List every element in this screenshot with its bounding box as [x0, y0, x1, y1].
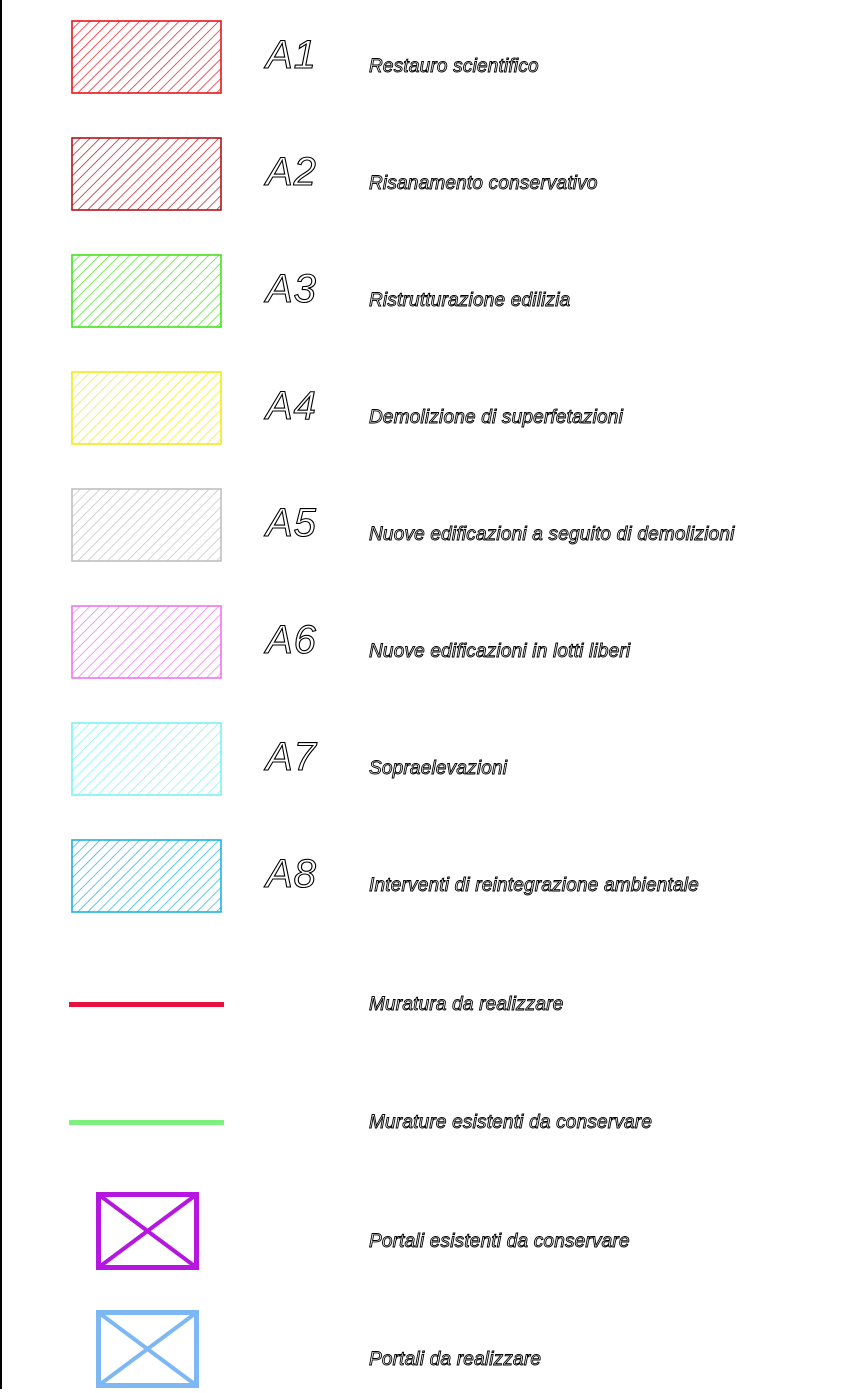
category-label: Restauro scientifico: [369, 56, 539, 77]
category-label: Demolizione di superfetazioni: [369, 407, 623, 428]
hatch-swatch: [71, 839, 222, 913]
category-code: A8: [266, 852, 317, 896]
hatch-swatch-graphic: [71, 371, 222, 445]
category-label: Risanamento conservativo: [369, 173, 598, 194]
legend-row-portal-1: [0, 1192, 854, 1272]
legend-row-a1: [0, 20, 854, 100]
hatch-swatch: [71, 488, 222, 562]
category-label: Interventi di reintegrazione ambientale: [369, 875, 699, 896]
legend-row-portal-2: [0, 1310, 854, 1390]
legend-row-line-2: [0, 1102, 854, 1142]
hatch-swatch-graphic: [71, 488, 222, 562]
legend-row-a6: [0, 605, 854, 685]
hatch-swatch-graphic: [71, 722, 222, 796]
wall-line-symbol: [69, 1002, 224, 1007]
hatch-swatch: [71, 605, 222, 679]
line-label: Murature esistenti da conservare: [369, 1112, 653, 1133]
category-code: A6: [266, 618, 317, 662]
category-code: A2: [266, 150, 317, 194]
hatch-swatch: [71, 137, 222, 211]
hatch-swatch-graphic: [71, 20, 222, 94]
category-label: Nuove edificazioni in lotti liberi: [369, 641, 631, 662]
portal-label: Portali da realizzare: [369, 1349, 542, 1370]
legend-row-a8: [0, 839, 854, 919]
category-code: A5: [266, 501, 317, 545]
portal-cross-box-icon: [96, 1192, 199, 1270]
portal-symbol-graphic: [96, 1192, 199, 1270]
legend-row-a4: [0, 371, 854, 451]
category-code: A7: [266, 735, 317, 779]
hatch-swatch: [71, 254, 222, 328]
hatch-swatch: [71, 371, 222, 445]
hatch-swatch-graphic: [71, 254, 222, 328]
portal-label: Portali esistenti da conservare: [369, 1231, 630, 1252]
legend-row-a5: [0, 488, 854, 568]
hatch-swatch: [71, 722, 222, 796]
hatch-swatch: [71, 20, 222, 94]
category-label: Sopraelevazioni: [369, 758, 508, 779]
hatch-swatch-graphic: [71, 605, 222, 679]
category-code: A4: [266, 384, 317, 428]
legend-row-line-1: [0, 984, 854, 1024]
line-label: Muratura da realizzare: [369, 994, 564, 1015]
hatch-swatch-graphic: [71, 137, 222, 211]
legend-row-a7: [0, 722, 854, 802]
legend-row-a3: [0, 254, 854, 334]
category-code: A3: [266, 267, 317, 311]
legend-row-a2: [0, 137, 854, 217]
category-code: A1: [266, 33, 317, 77]
portal-symbol-graphic: [96, 1310, 199, 1388]
wall-line-symbol: [69, 1120, 224, 1125]
category-label: Nuove edificazioni a seguito di demolizioni: [369, 524, 735, 545]
hatch-swatch-graphic: [71, 839, 222, 913]
portal-cross-box-icon: [96, 1310, 199, 1388]
category-label: Ristrutturazione edilizia: [369, 290, 571, 311]
